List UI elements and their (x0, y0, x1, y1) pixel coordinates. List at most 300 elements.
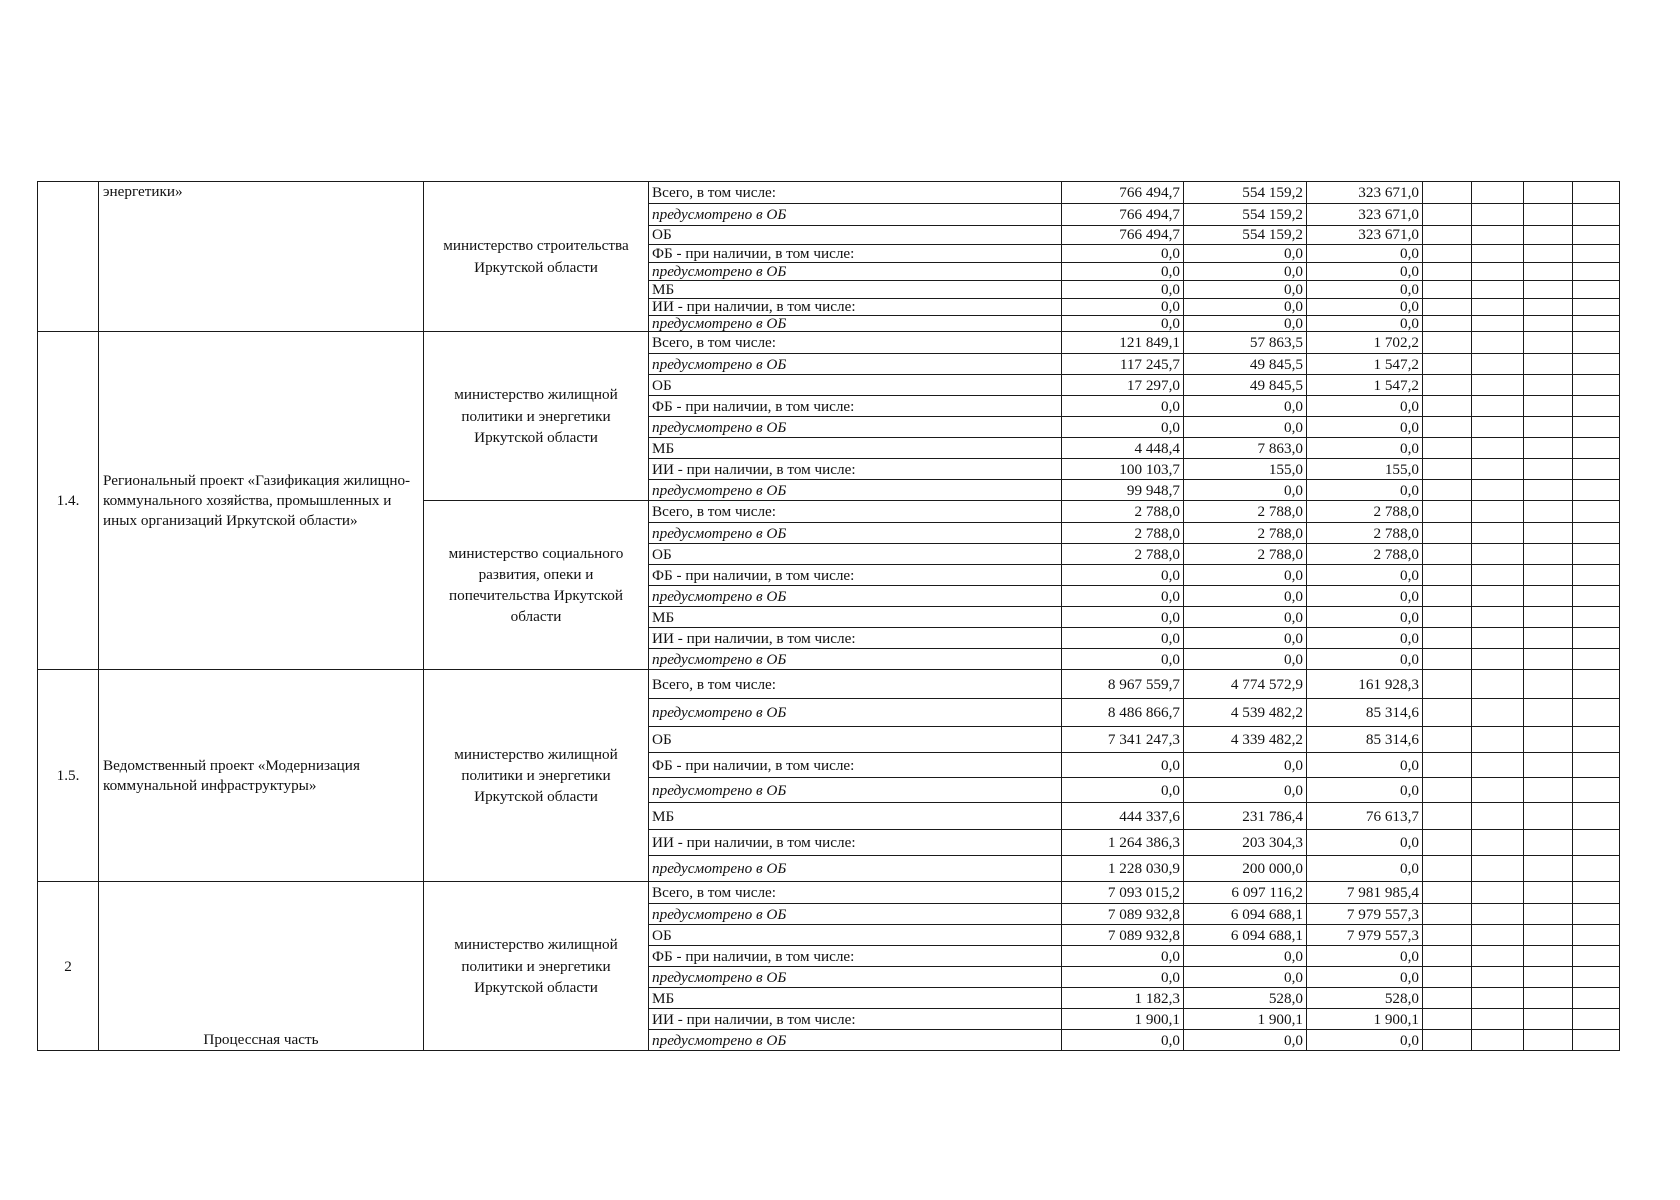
empty-cell (1472, 904, 1524, 925)
empty-cell (1423, 354, 1472, 375)
amount-cell: 117 245,7 (1062, 354, 1184, 375)
amount-cell: 554 159,2 (1184, 204, 1307, 226)
amount-cell: 0,0 (1062, 1030, 1184, 1051)
funding-source: МБ (649, 281, 1062, 299)
empty-cell (1524, 586, 1573, 607)
amount-cell: 0,0 (1307, 856, 1423, 882)
amount-cell: 528,0 (1307, 988, 1423, 1009)
amount-cell: 0,0 (1062, 316, 1184, 332)
empty-cell (1524, 988, 1573, 1009)
funding-source: ОБ (649, 544, 1062, 565)
funding-source: предусмотрено в ОБ (649, 480, 1062, 501)
empty-cell (1423, 830, 1472, 856)
row-number (38, 182, 99, 332)
empty-cell (1423, 226, 1472, 245)
funding-source: ФБ - при наличии, в том числе: (649, 946, 1062, 967)
empty-cell (1472, 565, 1524, 586)
amount-cell: 7 979 557,3 (1307, 925, 1423, 946)
amount-cell: 1 228 030,9 (1062, 856, 1184, 882)
amount-cell: 2 788,0 (1062, 523, 1184, 544)
empty-cell (1573, 882, 1620, 904)
amount-cell: 203 304,3 (1184, 830, 1307, 856)
amount-cell: 0,0 (1307, 316, 1423, 332)
amount-cell: 1 900,1 (1184, 1009, 1307, 1030)
empty-cell (1423, 607, 1472, 628)
empty-cell (1472, 727, 1524, 753)
amount-cell: 0,0 (1184, 967, 1307, 988)
empty-cell (1573, 699, 1620, 727)
empty-cell (1472, 988, 1524, 1009)
empty-cell (1573, 544, 1620, 565)
amount-cell: 0,0 (1062, 299, 1184, 316)
empty-cell (1423, 778, 1472, 803)
amount-cell: 323 671,0 (1307, 226, 1423, 245)
funding-source: МБ (649, 438, 1062, 459)
empty-cell (1423, 925, 1472, 946)
amount-cell: 2 788,0 (1184, 544, 1307, 565)
empty-cell (1472, 332, 1524, 354)
amount-cell: 2 788,0 (1062, 544, 1184, 565)
amount-cell: 4 774 572,9 (1184, 670, 1307, 699)
empty-cell (1423, 523, 1472, 544)
amount-cell: 1 182,3 (1062, 988, 1184, 1009)
empty-cell (1423, 699, 1472, 727)
amount-cell: 0,0 (1184, 565, 1307, 586)
funding-source: предусмотрено в ОБ (649, 263, 1062, 281)
amount-cell: 0,0 (1307, 753, 1423, 778)
funding-source: предусмотрено в ОБ (649, 586, 1062, 607)
empty-cell (1472, 226, 1524, 245)
project-name: Ведомственный проект «Модернизация коммунальной инфраструктуры» (99, 670, 424, 882)
empty-cell (1423, 753, 1472, 778)
amount-cell: 766 494,7 (1062, 226, 1184, 245)
empty-cell (1524, 946, 1573, 967)
empty-cell (1524, 882, 1573, 904)
empty-cell (1472, 670, 1524, 699)
empty-cell (1573, 1009, 1620, 1030)
empty-cell (1423, 281, 1472, 299)
empty-cell (1524, 480, 1573, 501)
empty-cell (1573, 830, 1620, 856)
empty-cell (1573, 204, 1620, 226)
project-name: Процессная часть (99, 882, 424, 1051)
empty-cell (1423, 299, 1472, 316)
empty-cell (1524, 904, 1573, 925)
funding-source: предусмотрено в ОБ (649, 204, 1062, 226)
funding-source: МБ (649, 607, 1062, 628)
amount-cell: 1 547,2 (1307, 375, 1423, 396)
empty-cell (1573, 375, 1620, 396)
empty-cell (1472, 778, 1524, 803)
funding-source: Всего, в том числе: (649, 182, 1062, 204)
funding-source: Всего, в том числе: (649, 332, 1062, 354)
amount-cell: 0,0 (1184, 396, 1307, 417)
empty-cell (1472, 649, 1524, 670)
amount-cell: 0,0 (1307, 830, 1423, 856)
amount-cell: 0,0 (1184, 586, 1307, 607)
amount-cell: 0,0 (1184, 480, 1307, 501)
empty-cell (1423, 245, 1472, 263)
empty-cell (1423, 727, 1472, 753)
empty-cell (1573, 245, 1620, 263)
amount-cell: 7 093 015,2 (1062, 882, 1184, 904)
amount-cell: 0,0 (1307, 299, 1423, 316)
amount-cell: 6 097 116,2 (1184, 882, 1307, 904)
empty-cell (1472, 925, 1524, 946)
amount-cell: 323 671,0 (1307, 182, 1423, 204)
empty-cell (1573, 565, 1620, 586)
funding-source: Всего, в том числе: (649, 882, 1062, 904)
funding-source: Всего, в том числе: (649, 501, 1062, 523)
empty-cell (1472, 182, 1524, 204)
amount-cell: 0,0 (1062, 967, 1184, 988)
amount-cell: 0,0 (1062, 396, 1184, 417)
amount-cell: 17 297,0 (1062, 375, 1184, 396)
empty-cell (1472, 263, 1524, 281)
amount-cell: 155,0 (1184, 459, 1307, 480)
funding-source: ФБ - при наличии, в том числе: (649, 565, 1062, 586)
empty-cell (1472, 204, 1524, 226)
executor-name: министерство жилищной политики и энергетики Иркутской области (424, 882, 649, 1051)
amount-cell: 0,0 (1307, 438, 1423, 459)
empty-cell (1472, 830, 1524, 856)
empty-cell (1524, 753, 1573, 778)
empty-cell (1472, 967, 1524, 988)
empty-cell (1472, 299, 1524, 316)
amount-cell: 4 448,4 (1062, 438, 1184, 459)
empty-cell (1472, 544, 1524, 565)
executor-name: министерство социального развития, опеки и попечительства Иркутской области (424, 501, 649, 670)
empty-cell (1423, 182, 1472, 204)
amount-cell: 0,0 (1062, 565, 1184, 586)
empty-cell (1524, 649, 1573, 670)
empty-cell (1573, 438, 1620, 459)
empty-cell (1423, 586, 1472, 607)
empty-cell (1524, 523, 1573, 544)
empty-cell (1524, 699, 1573, 727)
empty-cell (1524, 544, 1573, 565)
empty-cell (1472, 417, 1524, 438)
row-number: 1.5. (38, 670, 99, 882)
amount-cell: 155,0 (1307, 459, 1423, 480)
empty-cell (1423, 1009, 1472, 1030)
empty-cell (1573, 925, 1620, 946)
amount-cell: 528,0 (1184, 988, 1307, 1009)
amount-cell: 7 341 247,3 (1062, 727, 1184, 753)
table-body (38, 182, 1620, 1051)
empty-cell (1423, 803, 1472, 830)
budget-table (37, 181, 1620, 1051)
empty-cell (1472, 375, 1524, 396)
empty-cell (1472, 501, 1524, 523)
funding-source: предусмотрено в ОБ (649, 856, 1062, 882)
empty-cell (1472, 396, 1524, 417)
empty-cell (1472, 856, 1524, 882)
funding-source: ИИ - при наличии, в том числе: (649, 628, 1062, 649)
empty-cell (1423, 204, 1472, 226)
empty-cell (1573, 332, 1620, 354)
empty-cell (1472, 480, 1524, 501)
empty-cell (1524, 967, 1573, 988)
funding-source: ФБ - при наличии, в том числе: (649, 245, 1062, 263)
amount-cell: 0,0 (1307, 607, 1423, 628)
amount-cell: 0,0 (1307, 245, 1423, 263)
amount-cell: 0,0 (1062, 628, 1184, 649)
amount-cell: 0,0 (1307, 565, 1423, 586)
empty-cell (1423, 396, 1472, 417)
amount-cell: 0,0 (1062, 417, 1184, 438)
amount-cell: 0,0 (1062, 281, 1184, 299)
funding-source: предусмотрено в ОБ (649, 1030, 1062, 1051)
funding-source: предусмотрено в ОБ (649, 523, 1062, 544)
funding-source: ИИ - при наличии, в том числе: (649, 1009, 1062, 1030)
empty-cell (1472, 1030, 1524, 1051)
empty-cell (1573, 607, 1620, 628)
funding-source: ИИ - при наличии, в том числе: (649, 299, 1062, 316)
empty-cell (1573, 778, 1620, 803)
empty-cell (1524, 1009, 1573, 1030)
empty-cell (1423, 967, 1472, 988)
amount-cell: 0,0 (1062, 586, 1184, 607)
amount-cell: 0,0 (1307, 396, 1423, 417)
amount-cell: 0,0 (1184, 263, 1307, 281)
empty-cell (1573, 946, 1620, 967)
empty-cell (1423, 263, 1472, 281)
empty-cell (1472, 882, 1524, 904)
empty-cell (1573, 354, 1620, 375)
funding-source: ИИ - при наличии, в том числе: (649, 459, 1062, 480)
empty-cell (1524, 354, 1573, 375)
empty-cell (1423, 417, 1472, 438)
empty-cell (1472, 459, 1524, 480)
amount-cell: 7 979 557,3 (1307, 904, 1423, 925)
amount-cell: 57 863,5 (1184, 332, 1307, 354)
amount-cell: 121 849,1 (1062, 332, 1184, 354)
empty-cell (1573, 263, 1620, 281)
amount-cell: 100 103,7 (1062, 459, 1184, 480)
amount-cell: 0,0 (1184, 649, 1307, 670)
empty-cell (1524, 830, 1573, 856)
empty-cell (1524, 263, 1573, 281)
empty-cell (1573, 316, 1620, 332)
empty-cell (1472, 803, 1524, 830)
amount-cell: 0,0 (1062, 263, 1184, 281)
amount-cell: 0,0 (1184, 1030, 1307, 1051)
empty-cell (1524, 803, 1573, 830)
amount-cell: 0,0 (1307, 967, 1423, 988)
empty-cell (1524, 565, 1573, 586)
empty-cell (1423, 670, 1472, 699)
funding-source: ИИ - при наличии, в том числе: (649, 830, 1062, 856)
empty-cell (1573, 727, 1620, 753)
funding-source: ФБ - при наличии, в том числе: (649, 753, 1062, 778)
amount-cell: 7 089 932,8 (1062, 925, 1184, 946)
executor-name: министерство строительства Иркутской области (424, 182, 649, 332)
row-number: 1.4. (38, 332, 99, 670)
empty-cell (1573, 396, 1620, 417)
funding-source: ОБ (649, 226, 1062, 245)
empty-cell (1524, 375, 1573, 396)
amount-cell: 0,0 (1184, 946, 1307, 967)
amount-cell: 7 863,0 (1184, 438, 1307, 459)
empty-cell (1423, 316, 1472, 332)
executor-name: министерство жилищной политики и энергетики Иркутской области (424, 670, 649, 882)
amount-cell: 0,0 (1307, 480, 1423, 501)
empty-cell (1573, 459, 1620, 480)
table-row (38, 882, 1620, 904)
amount-cell: 85 314,6 (1307, 699, 1423, 727)
amount-cell: 8 967 559,7 (1062, 670, 1184, 699)
empty-cell (1472, 316, 1524, 332)
amount-cell: 0,0 (1184, 607, 1307, 628)
funding-source: ОБ (649, 727, 1062, 753)
empty-cell (1423, 544, 1472, 565)
funding-source: предусмотрено в ОБ (649, 649, 1062, 670)
amount-cell: 323 671,0 (1307, 204, 1423, 226)
empty-cell (1472, 281, 1524, 299)
amount-cell: 554 159,2 (1184, 182, 1307, 204)
empty-cell (1524, 245, 1573, 263)
empty-cell (1423, 628, 1472, 649)
amount-cell: 444 337,6 (1062, 803, 1184, 830)
empty-cell (1573, 670, 1620, 699)
empty-cell (1573, 501, 1620, 523)
empty-cell (1524, 316, 1573, 332)
amount-cell: 0,0 (1184, 753, 1307, 778)
amount-cell: 0,0 (1184, 778, 1307, 803)
amount-cell: 99 948,7 (1062, 480, 1184, 501)
amount-cell: 2 788,0 (1062, 501, 1184, 523)
amount-cell: 49 845,5 (1184, 354, 1307, 375)
empty-cell (1524, 438, 1573, 459)
amount-cell: 0,0 (1184, 281, 1307, 299)
empty-cell (1573, 299, 1620, 316)
empty-cell (1472, 245, 1524, 263)
funding-source: МБ (649, 803, 1062, 830)
empty-cell (1472, 753, 1524, 778)
empty-cell (1573, 182, 1620, 204)
empty-cell (1524, 607, 1573, 628)
empty-cell (1423, 946, 1472, 967)
amount-cell: 49 845,5 (1184, 375, 1307, 396)
empty-cell (1524, 459, 1573, 480)
empty-cell (1472, 946, 1524, 967)
amount-cell: 161 928,3 (1307, 670, 1423, 699)
amount-cell: 6 094 688,1 (1184, 904, 1307, 925)
empty-cell (1472, 628, 1524, 649)
empty-cell (1472, 354, 1524, 375)
empty-cell (1524, 299, 1573, 316)
amount-cell: 766 494,7 (1062, 182, 1184, 204)
funding-source: МБ (649, 988, 1062, 1009)
amount-cell: 1 900,1 (1307, 1009, 1423, 1030)
amount-cell: 766 494,7 (1062, 204, 1184, 226)
empty-cell (1472, 1009, 1524, 1030)
empty-cell (1573, 628, 1620, 649)
empty-cell (1573, 281, 1620, 299)
amount-cell: 7 981 985,4 (1307, 882, 1423, 904)
amount-cell: 0,0 (1307, 946, 1423, 967)
amount-cell: 1 900,1 (1062, 1009, 1184, 1030)
amount-cell: 1 264 386,3 (1062, 830, 1184, 856)
table-row (38, 670, 1620, 699)
empty-cell (1423, 988, 1472, 1009)
project-name: энергетики» (99, 182, 424, 332)
amount-cell: 0,0 (1184, 299, 1307, 316)
amount-cell: 0,0 (1062, 245, 1184, 263)
empty-cell (1573, 586, 1620, 607)
amount-cell: 0,0 (1307, 263, 1423, 281)
funding-source: предусмотрено в ОБ (649, 417, 1062, 438)
amount-cell: 8 486 866,7 (1062, 699, 1184, 727)
empty-cell (1472, 607, 1524, 628)
funding-source: ФБ - при наличии, в том числе: (649, 396, 1062, 417)
empty-cell (1423, 882, 1472, 904)
amount-cell: 7 089 932,8 (1062, 904, 1184, 925)
amount-cell: 0,0 (1307, 649, 1423, 670)
amount-cell: 1 547,2 (1307, 354, 1423, 375)
empty-cell (1524, 182, 1573, 204)
table-row (38, 332, 1620, 354)
funding-source: Всего, в том числе: (649, 670, 1062, 699)
amount-cell: 0,0 (1062, 649, 1184, 670)
amount-cell: 1 702,2 (1307, 332, 1423, 354)
funding-source: предусмотрено в ОБ (649, 699, 1062, 727)
empty-cell (1573, 856, 1620, 882)
empty-cell (1472, 586, 1524, 607)
table-row (38, 182, 1620, 204)
amount-cell: 2 788,0 (1184, 501, 1307, 523)
empty-cell (1524, 281, 1573, 299)
empty-cell (1524, 1030, 1573, 1051)
empty-cell (1524, 778, 1573, 803)
empty-cell (1472, 523, 1524, 544)
empty-cell (1423, 501, 1472, 523)
amount-cell: 0,0 (1062, 946, 1184, 967)
amount-cell: 0,0 (1307, 281, 1423, 299)
funding-source: предусмотрено в ОБ (649, 316, 1062, 332)
amount-cell: 0,0 (1184, 316, 1307, 332)
empty-cell (1573, 480, 1620, 501)
empty-cell (1472, 438, 1524, 459)
row-number: 2 (38, 882, 99, 1051)
funding-source: предусмотрено в ОБ (649, 904, 1062, 925)
amount-cell: 2 788,0 (1307, 523, 1423, 544)
empty-cell (1423, 332, 1472, 354)
empty-cell (1423, 1030, 1472, 1051)
amount-cell: 4 339 482,2 (1184, 727, 1307, 753)
amount-cell: 0,0 (1062, 607, 1184, 628)
empty-cell (1524, 925, 1573, 946)
empty-cell (1573, 1030, 1620, 1051)
amount-cell: 2 788,0 (1184, 523, 1307, 544)
empty-cell (1524, 417, 1573, 438)
empty-cell (1423, 649, 1472, 670)
empty-cell (1573, 988, 1620, 1009)
empty-cell (1573, 649, 1620, 670)
funding-source: ОБ (649, 925, 1062, 946)
amount-cell: 554 159,2 (1184, 226, 1307, 245)
amount-cell: 2 788,0 (1307, 544, 1423, 565)
executor-name: министерство жилищной политики и энергетики Иркутской области (424, 332, 649, 501)
empty-cell (1524, 727, 1573, 753)
amount-cell: 0,0 (1184, 628, 1307, 649)
empty-cell (1524, 204, 1573, 226)
empty-cell (1573, 803, 1620, 830)
empty-cell (1573, 904, 1620, 925)
amount-cell: 6 094 688,1 (1184, 925, 1307, 946)
empty-cell (1524, 628, 1573, 649)
